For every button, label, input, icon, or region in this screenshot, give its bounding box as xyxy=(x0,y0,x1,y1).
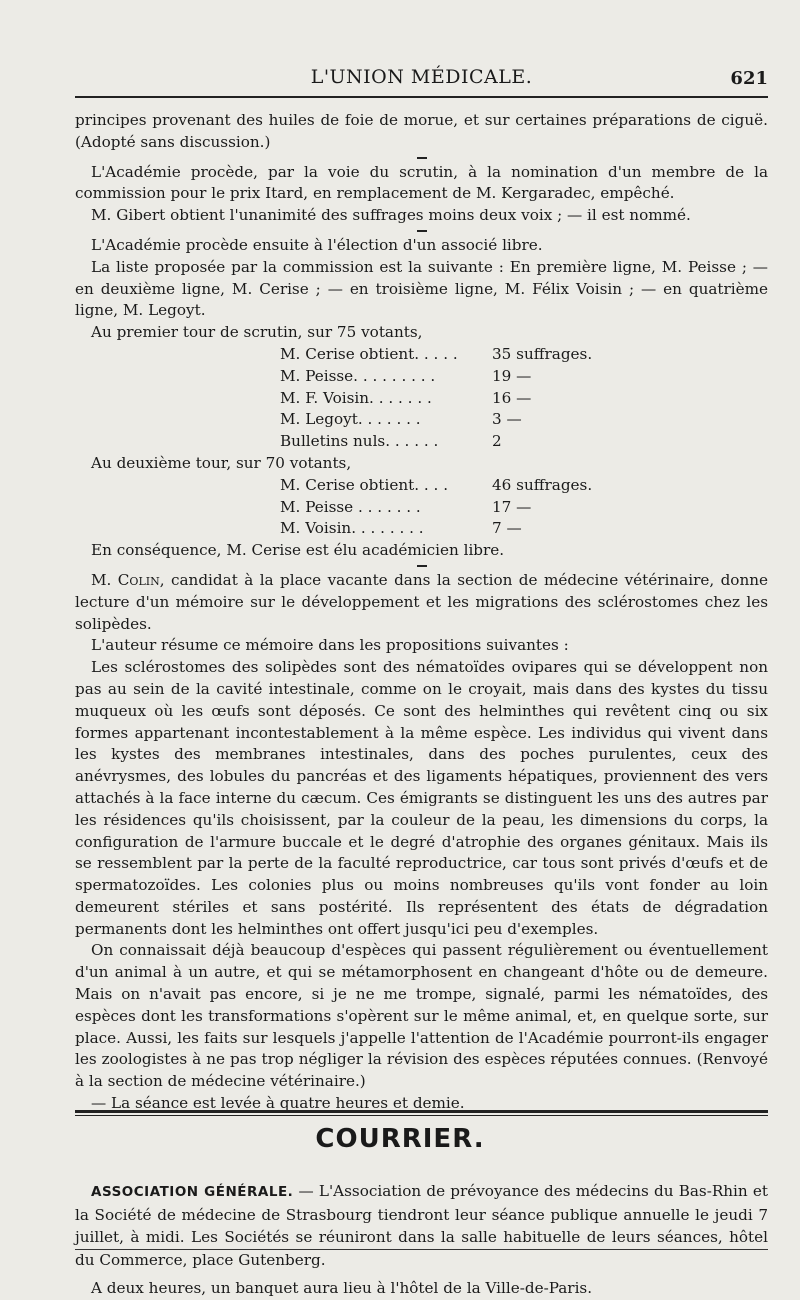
tally-name: M. Cerise obtient. . . . xyxy=(280,475,449,494)
tally-count: 35 suffrages. xyxy=(492,344,593,363)
section-rule xyxy=(75,1110,768,1113)
header-rule xyxy=(75,96,768,98)
tally-name: M. Peisse . . . . . . . xyxy=(280,497,421,516)
separator xyxy=(417,565,427,567)
tally-name: Bulletins nuls. . . . . . xyxy=(280,432,439,451)
paragraph-second-round: Au deuxième tour, sur 70 votants, xyxy=(91,453,352,472)
tally-name: M. Cerise obtient. . . . . xyxy=(280,344,458,363)
courrier-text xyxy=(75,1180,768,1300)
page-number: 621 xyxy=(730,68,768,89)
second-round-tally xyxy=(280,475,768,540)
paragraph-result: En conséquence, M. Cerise est élu académicien libre. xyxy=(91,541,505,560)
paragraph-association xyxy=(75,1180,768,1271)
paragraph-election: L'Académie procède ensuite à l'élection d'un associé libre. xyxy=(91,235,543,254)
paragraph-sclerostomes: Les sclérostomes des solipèdes sont des nématoïdes ovipares qui se développent non pas au sein de la cavité intestinale, comme on le croyait, mais dans des kystes du tissu muqueux où les œufs sont déposés. Ce sont des helminthes qui revêtent cinq ou six formes appartenant incontestablement à la même espèce. Les individus qui vivent dans les kystes des membranes intestinales, dans des poches purulentes, ceux des anévrysmes, des lobules du pancréas et des ligaments hépatiques, proviennent des vers attachés à la face interne du cæcum. Ces émigrants se distinguent les uns des autres par les résidences qu'ils choisissent, par la couleur de la peau, les dimensions du corps, la configuration de l'armure buccale et le degré d'atrophie des organes génitaux. Mais ils se ressemblent par la perte de la faculté reproductrice, car tous sont privés d'œufs et de spermatozoïdes. Les colonies plus ou moins nombreuses qu'ils vont fonder au loin demeurent stériles et sans postérité. Ils représentent des états de dégradation permanents dont les helminthes ont offert jusqu'ici peu d'exemples. xyxy=(75,658,768,938)
tally-name: M. F. Voisin. . . . . . . xyxy=(280,388,432,407)
paragraph-colin-text: , candidat à la place vacante dans la section de médecine vétérinaire, donne lecture d'un mémoire sur le développement et les migrations des sclérostomes chez les solipèdes. xyxy=(75,570,768,633)
paragraph-cigue: principes provenant des huiles de foie de morue, et sur certaines préparations de ciguë. (Adopté sans discussion.) xyxy=(75,111,768,151)
paragraph-nematoides: On connaissait déjà beaucoup d'espèces qui passent régulièrement ou éventuellement d'un animal à un autre, et qui se métamorphosent en changeant d'hôte ou de demeure. Mais on n'avait pas encore, si je ne me trompe, signalé, parmi les nématoïdes, des espèces dont les transformations s'opèrent sur le même animal, et, en quelque sorte, sur place. Aussi, les faits sur lesquels j'appelle l'attention de l'Académie pourront-ils engager les zoologistes à ne pas trop négliger la révision des espèces réputées connues. (Renvoyé à la section de médecine vétérinaire.) xyxy=(75,941,768,1091)
association-heading: ASSOCIATION GÉNÉRALE. xyxy=(91,1184,294,1200)
tally-count: 16 — xyxy=(492,388,532,407)
paragraph-gibert: M. Gibert obtient l'unanimité des suffrages moins deux voix ; — il est nommé. xyxy=(91,206,691,225)
tally-count: 17 — xyxy=(492,497,532,516)
section-rule-thin xyxy=(75,1115,768,1116)
end-rule xyxy=(75,1249,768,1250)
first-round-tally xyxy=(280,344,768,453)
tally-name: M. Peisse. . . . . . . . . xyxy=(280,366,436,385)
tally-count: 46 suffrages. xyxy=(492,475,593,494)
paragraph-first-round: Au premier tour de scrutin, sur 75 votants, xyxy=(91,323,423,342)
paragraph-summary-intro: L'auteur résume ce mémoire dans les propositions suivantes : xyxy=(91,636,569,655)
separator xyxy=(417,230,427,232)
tally-name: M. Legoyt. . . . . . . xyxy=(280,410,421,429)
running-title: L'UNION MÉDICALE. xyxy=(310,66,533,88)
paragraph-colin xyxy=(75,570,768,635)
speaker-name: M. Colin xyxy=(91,570,160,589)
tally-count: 2 xyxy=(492,432,502,451)
tally-count: 3 — xyxy=(492,410,522,429)
paragraph-session-end: — La séance est levée à quatre heures et demie. xyxy=(91,1094,465,1113)
paragraph-banquet: A deux heures, un banquet aura lieu à l'hôtel de la Ville-de-Paris. xyxy=(91,1279,593,1297)
paragraph-commission-vote: L'Académie procède, par la voie du scrutin, à la nomination d'un membre de la commission pour le prix Itard, en remplacement de M. Kergaradec, empêché. xyxy=(75,162,768,203)
courrier-heading: COURRIER. xyxy=(315,1124,485,1154)
tally-count: 7 — xyxy=(492,519,522,538)
tally-name: M. Voisin. . . . . . . . xyxy=(280,519,424,538)
separator xyxy=(417,157,427,159)
tally-count: 19 — xyxy=(492,366,532,385)
page-header xyxy=(75,60,768,96)
proceedings-text xyxy=(75,110,768,1115)
association-text: — L'Association de prévoyance des médecins du Bas-Rhin et la Société de médecine de Strasbourg tiendront leur séance publique annuelle le jeudi 7 juillet, à midi. Les Sociétés se réuniront dans la salle habituelle de leurs séances, hôtel du Commerce, place Gutenberg. xyxy=(75,1182,768,1269)
paragraph-candidate-list: La liste proposée par la commission est la suivante : En première ligne, M. Peisse ; — en deuxième ligne, M. Cerise ; — en troisième ligne, M. Félix Voisin ; — en quatrième ligne, M. Legoyt. xyxy=(75,257,768,320)
